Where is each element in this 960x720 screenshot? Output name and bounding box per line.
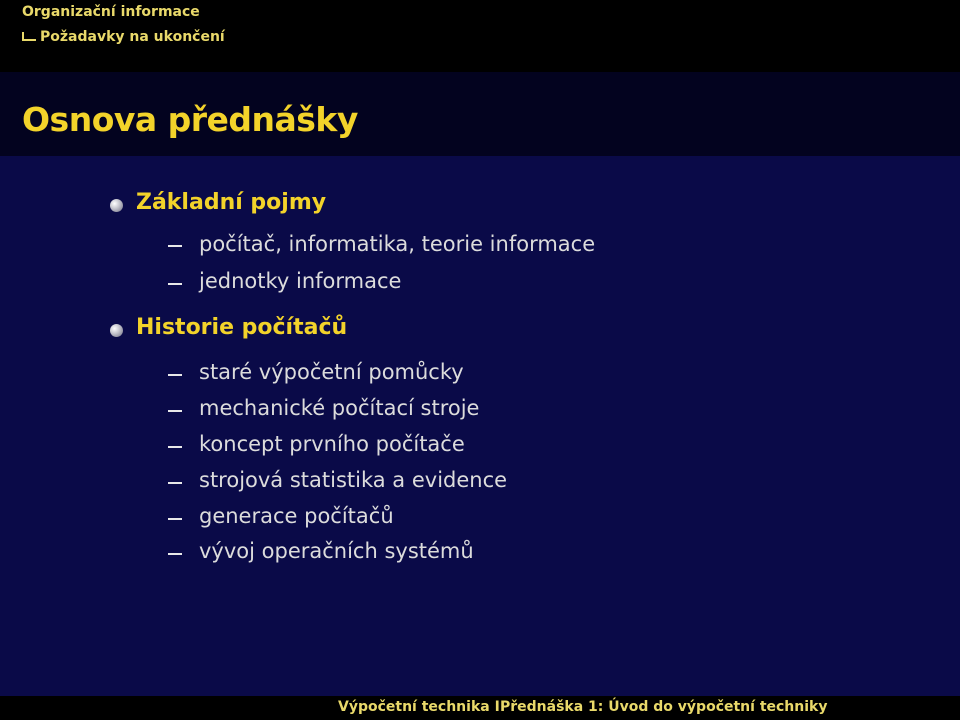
nav-subsection-label: Požadavky na ukončení	[40, 29, 225, 45]
page-title: Osnova přednášky	[22, 100, 358, 139]
dash-icon	[168, 553, 182, 555]
outline-subitem: vývoj operačních systémů	[199, 539, 474, 563]
dash-icon	[168, 245, 182, 247]
footer-lecture-link[interactable]: Přednáška 1: Úvod do výpočetní techniky	[500, 699, 828, 715]
outline-heading: Historie počítačů	[136, 315, 348, 340]
outline-subitem: mechanické počítací stroje	[199, 396, 480, 420]
outline-subitem: staré výpočetní pomůcky	[199, 360, 464, 384]
footer	[0, 696, 960, 720]
outline-subitem: generace počítačů	[199, 504, 394, 528]
bullet-sphere-icon	[110, 324, 123, 337]
outline-subitem: jednotky informace	[199, 269, 402, 293]
nav-section-link[interactable]: Organizační informace	[22, 4, 200, 20]
bullet-sphere-icon	[110, 199, 123, 212]
header-navigation	[0, 0, 960, 72]
outline-subitem: počítač, informatika, teorie informace	[199, 232, 596, 256]
outline-subitem: koncept prvního počítače	[199, 432, 465, 456]
dash-icon	[168, 374, 182, 376]
dash-icon	[168, 410, 182, 412]
outline-subitem: strojová statistika a evidence	[199, 468, 508, 492]
outline-heading: Základní pojmy	[136, 190, 327, 215]
footer-course-link[interactable]: Výpočetní technika I	[338, 699, 500, 715]
dash-icon	[168, 446, 182, 448]
dash-icon	[168, 482, 182, 484]
dash-icon	[168, 518, 182, 520]
nav-subsection-link[interactable]	[22, 29, 225, 45]
dash-icon	[168, 283, 182, 285]
tree-branch-icon	[22, 32, 36, 41]
